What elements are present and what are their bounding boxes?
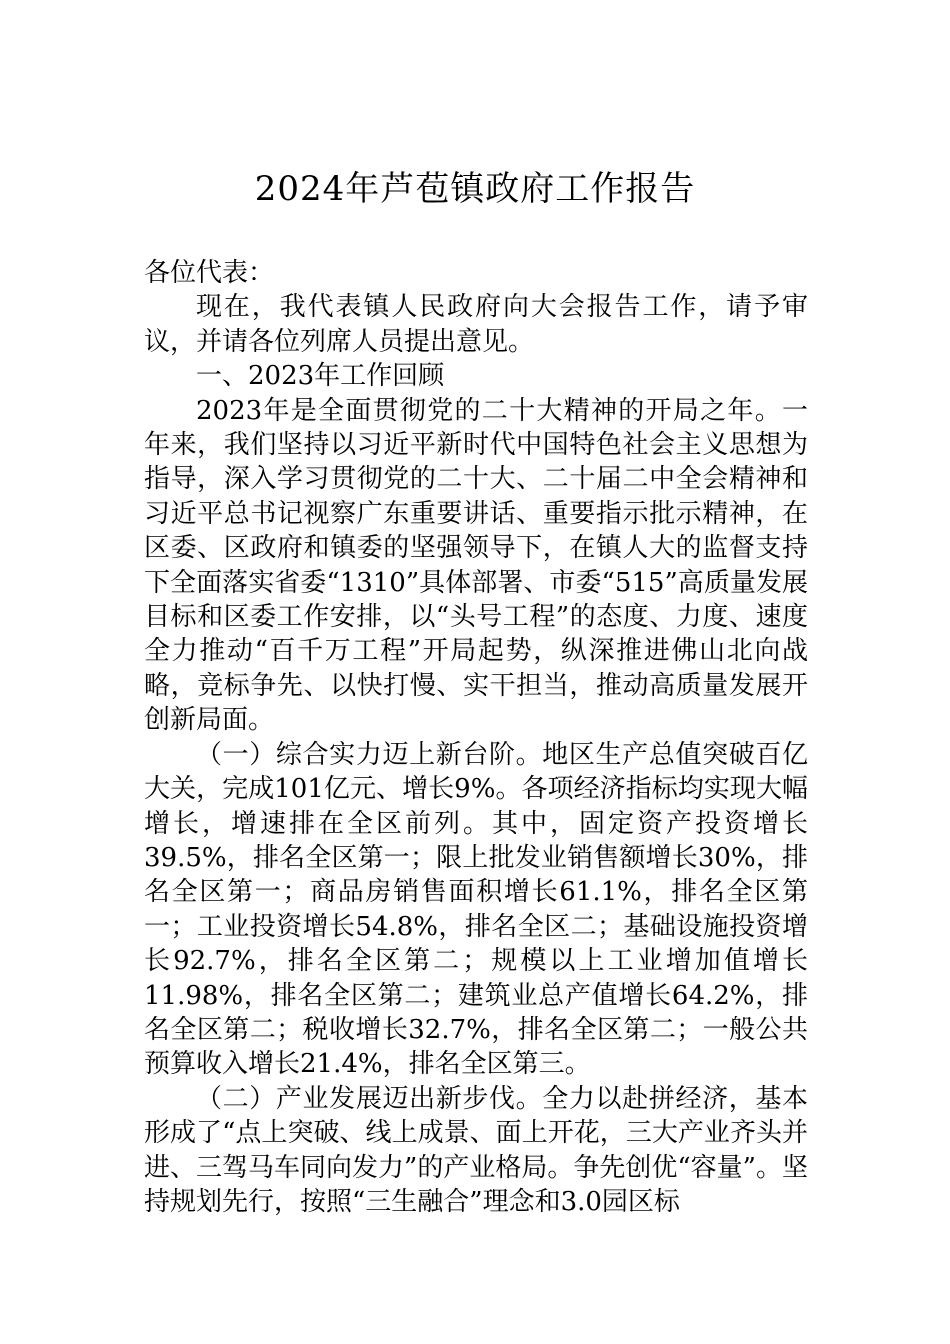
paragraph-economic-strength: （一）综合实力迈上新台阶。地区生产总值突破百亿大关，完成101亿元、增长9%。各项经济指标均实现大幅增长，增速排在全区前列。其中，固定资产投资增长39.5%，排名全区第一；限上批发业销售额增长30%，排名全区第一；商品房销售面积增长61.1%，排名全区第一；工业投资增长54.8%，排名全区二；基础设施投资增长92.7%，排名全区第二；规模以上工业增加值增长11.98%，排名全区第二；建筑业总产值增长64.2%，排名全区第二；税收增长32.7%，排名全区第二；一般公共预算收入增长21.4%，排名全区第三。 [144,739,808,1080]
document-title: 2024年芦苞镇政府工作报告 [254,169,696,209]
paragraph-industry-development: （二）产业发展迈出新步伐。全力以赴拼经济，基本形成了“点上突破、线上成景、面上开花，三大产业齐头并进、三驾马车同向发力”的产业格局。争先创优“容量”。坚持规划先行，按照“三生融合”理念和3.0园区标 [144,1083,808,1217]
section-heading-review: 一、2023年工作回顾 [196,361,445,392]
document-body [144,256,808,1219]
paragraph-intro: 现在，我代表镇人民政府向大会报告工作，请予审议，并请各位列席人员提出意见。 [144,292,808,357]
paragraph-overview: 2023年是全面贯彻党的二十大精神的开局之年。一年来，我们坚持以习近平新时代中国特色社会主义思想为指导，深入学习贯彻党的二十大、二十届二中全会精神和习近平总书记视察广东重要讲话、重要指示批示精神，在区委、区政府和镇委的坚强领导下，在镇人大的监督支持下全面落实省委“1310”具体部署、市委“515”高质量发展目标和区委工作安排，以“头号工程”的态度、力度、速度全力推动“百千万工程”开局起势，纵深推进佛山北向战略，竞标争先、以快打慢、实干担当，推动高质量发展开创新局面。 [144,395,808,736]
salutation: 各位代表： [144,258,275,288]
